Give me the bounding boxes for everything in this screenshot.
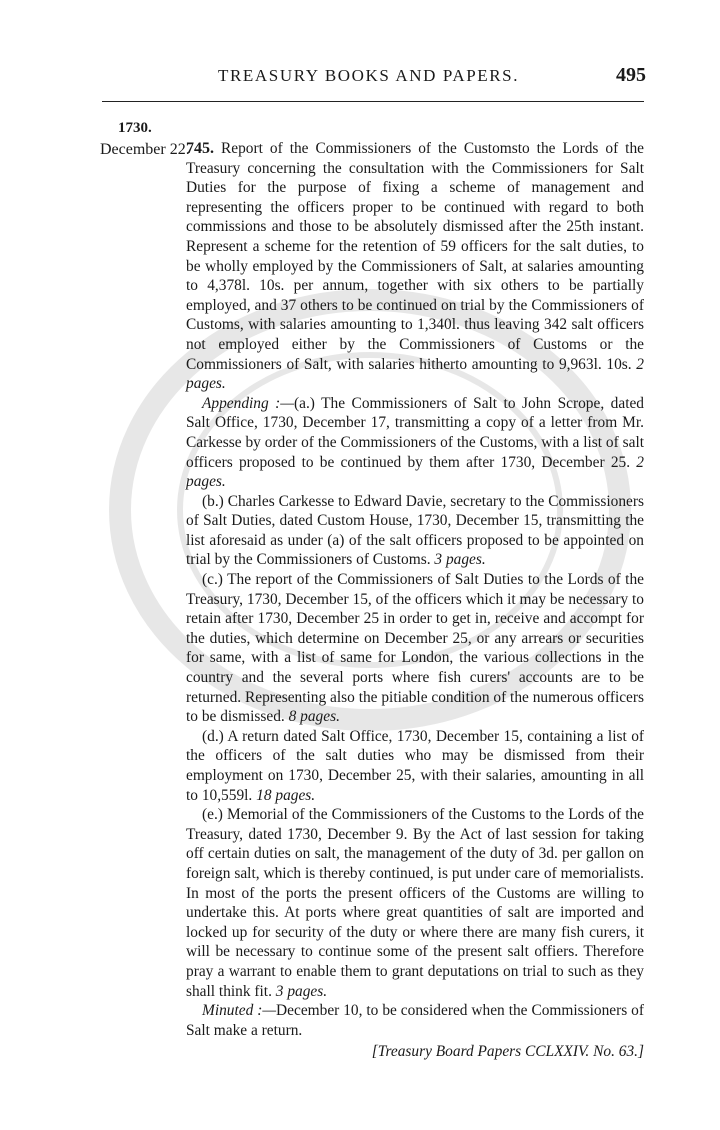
entry-text: Report of the Commissioners of the Customsto the Lords of the Treasury concerning the consultation with the Commissioners for Salt Duties for the purpose of fixing a scheme of management and representing the officers proper to be continued with regard to both commissions and those to be absolutely dismissed after the 25th instant. Represent a scheme for the retention of 59 officers for the salt duties, to be wholly employed by the Commissioners of Salt, at salaries amounting to 4,378l. 10s. per annum, together with six others to be partially employed, and 37 others to be continued on trial by the Commissioners of Customs, with salaries amounting to 1,340l. thus leaving 342 salt officers not employed either by the Commissioners of Customs or the Commissioners of Salt, with salaries hitherto amounting to 9,963l. 10s. [186, 140, 644, 373]
page-number: 495 [616, 64, 646, 86]
appendix-pages: 2 pages. [186, 453, 644, 491]
page-header [0, 66, 720, 90]
appendix-marker: (e.) [202, 806, 223, 824]
entry-date: December 22. [100, 141, 190, 158]
entry-pages: 2 pages. [186, 355, 644, 393]
appendix-pages: 18 pages. [256, 786, 316, 804]
minuted-label: Minuted :— [202, 1002, 277, 1020]
entry-number: 745. [186, 140, 214, 157]
running-title: TREASURY BOOKS AND PAPERS. [218, 66, 520, 85]
appendix-marker: (c.) [202, 571, 223, 589]
appendix-marker: (b.) [202, 492, 224, 510]
appendix-e [186, 805, 644, 1001]
source-text: [Treasury Board Papers CCLXXIV. No. 63.] [371, 1043, 644, 1061]
entry-year: 1730. [118, 120, 152, 136]
appendix-pages: 8 pages. [288, 708, 340, 726]
appendix-a [186, 394, 644, 492]
appendix-text: A return dated Salt Office, 1730, December 15, containing a list of the officers of the salt duties who may be dismissed from their employment on 1730, December 25, with their salaries, amounting in all to 10,559l. [186, 727, 645, 804]
minuted-text: December 10, to be considered when the Commissioners of Salt make a return. [186, 1002, 644, 1039]
appendix-pages: 3 pages. [434, 551, 486, 569]
appendix-marker: (a.) [293, 394, 315, 412]
appendix-marker: (d.) [202, 727, 224, 745]
appendix-d [186, 727, 644, 805]
appendix-text: Memorial of the Commissioners of the Customs to the Lords of the Treasury, dated 1730, December 9. By the Act of last session for taking off certain duties on salt, the management of the duty of 3d. per gallon on foreign salt, which is thereby continued, is put under care of memorialists. In most of the ports the present officers of the Customs are willing to undertake this. At ports where great quantities of salt are imported and locked up for security of the duty or where there are many fish curers, it will be necessary to continue some of the present salt offiers. Therefore pray a warrant to enable them to grant deputations on trial to such as they shall think fit. [186, 806, 644, 1000]
entry-paragraph [186, 139, 644, 394]
entry-body [186, 139, 644, 1062]
appendix-b [186, 492, 644, 570]
appendix-text: The Commissioners of Salt to John Scrope, dated Salt Office, 1730, December 17, transmitting a copy of a letter from Mr. Carkesse by order of the Commissioners of the Customs, with a list of salt officers proposed to be continued by them after 1730, December 25. [186, 394, 644, 471]
appendix-label: Appending :— [202, 394, 294, 412]
appendix-c [186, 570, 644, 727]
header-rule [102, 101, 644, 102]
minuted-note [186, 1001, 644, 1040]
appendix-text: Charles Carkesse to Edward Davie, secretary to the Commissioners of Salt Duties, dated Custom House, 1730, December 15, transmitting the list aforesaid as under (a) of the salt officers proposed to be appointed on trial by the Commissioners of Customs. [186, 492, 644, 569]
appendix-text: The report of the Commissioners of Salt Duties to the Lords of the Treasury, 1730, December 15, of the officers which it may be necessary to retain after 1730, December 25 in order to get in, receive and accompt for the duties, which determine on December 25, or any arrears or securities for same, with a list of same for London, the various collections in the country and the several ports where fish curers' accounts are to be returned. Representing also the pitiable condition of the numerous officers to be dismissed. [186, 571, 644, 726]
source-citation [186, 1042, 644, 1062]
appendix-pages: 3 pages. [275, 982, 328, 1000]
